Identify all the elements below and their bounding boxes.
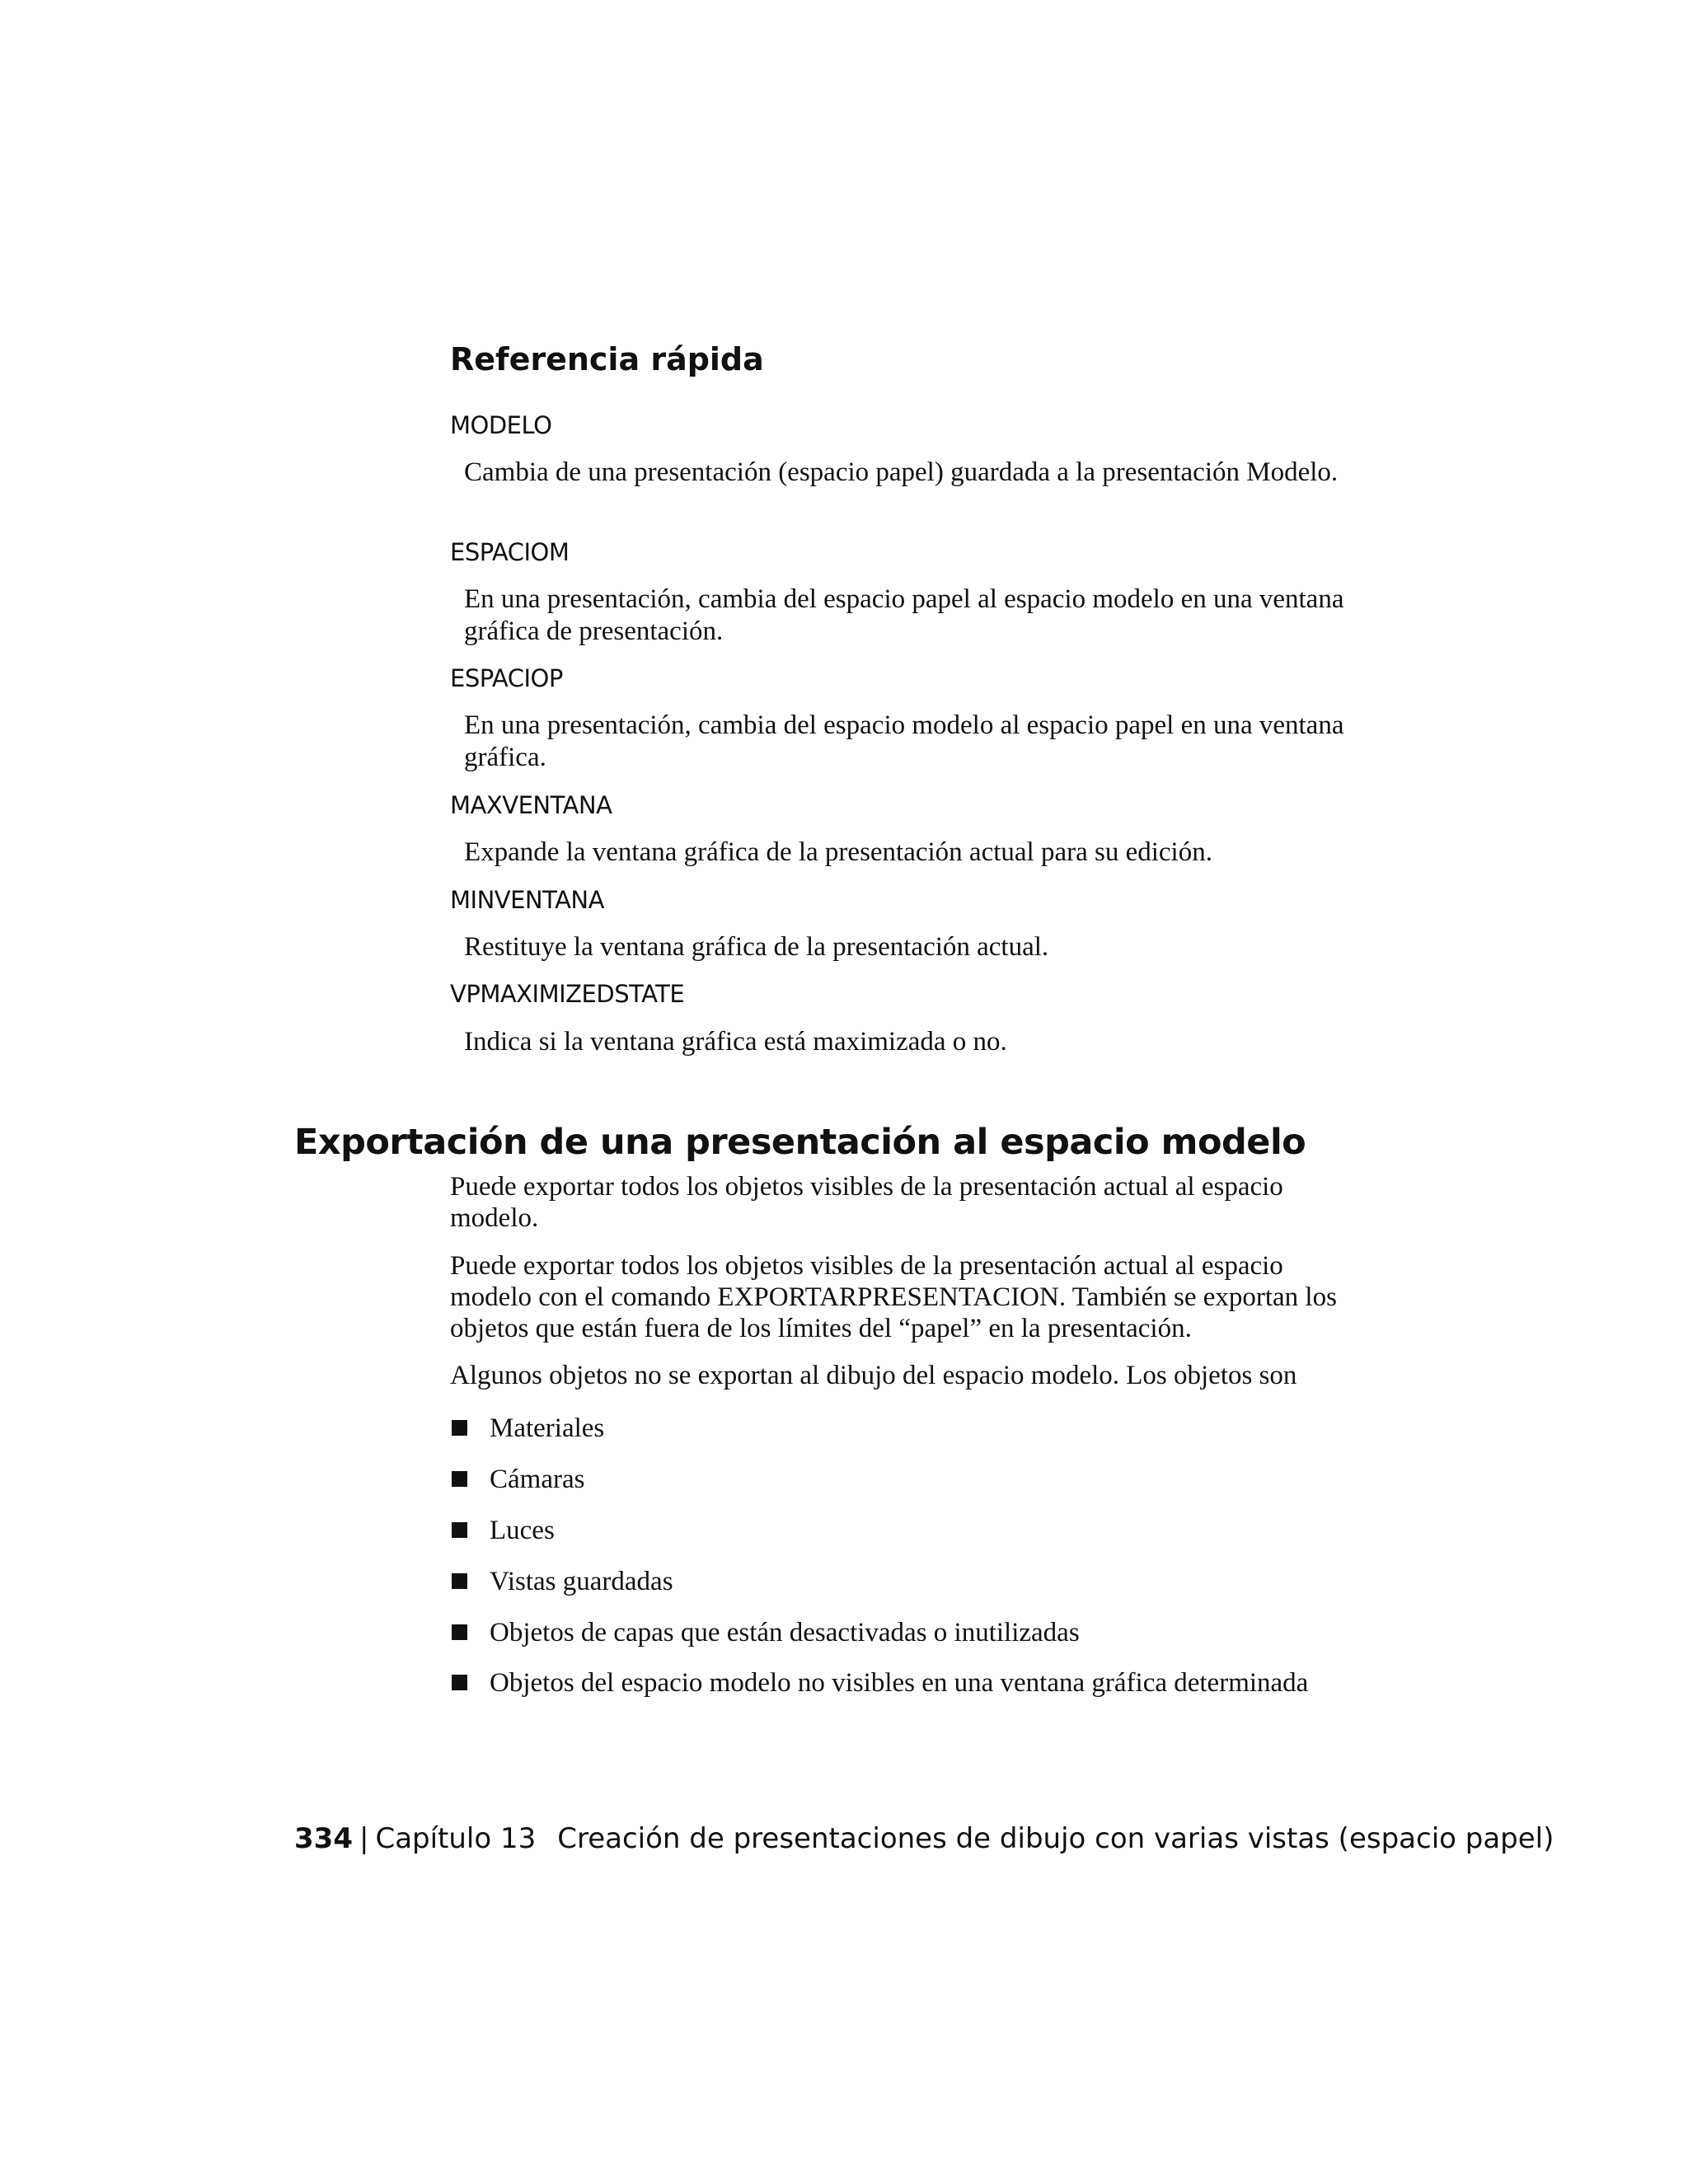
page-footer — [294, 1818, 1554, 1859]
list-item — [450, 1565, 1439, 1601]
term-modelo: MODELO — [450, 411, 552, 439]
list-item-text: Materiales — [490, 1413, 605, 1443]
term-maxventana-description: Expande la ventana gráfica de la presentación actual para su edición. — [464, 837, 1212, 867]
section-heading: Exportación de una presentación al espacio modelo — [294, 1122, 1306, 1163]
list-item-text: Vistas guardadas — [490, 1567, 673, 1596]
term-espaciop: ESPACIOP — [450, 664, 563, 692]
term-vpmaximizedstate: VPMAXIMIZEDSTATE — [450, 980, 685, 1008]
list-item-text: Luces — [490, 1516, 555, 1545]
page-number: 334 — [294, 1822, 353, 1855]
footer-separator: | — [359, 1822, 369, 1855]
list-item — [450, 1616, 1439, 1652]
list-item-text: Objetos del espacio modelo no visibles en una ventana gráfica determinada — [490, 1668, 1309, 1698]
square-bullet-icon — [452, 1573, 467, 1589]
list-item — [450, 1514, 1439, 1550]
chapter-label: Capítulo 13 — [375, 1822, 537, 1855]
term-minventana: MINVENTANA — [450, 886, 604, 914]
section-paragraph-1: Puede exportar todos los objetos visibles de la presentación actual al espacio modelo. — [450, 1172, 1283, 1233]
term-espaciom: ESPACIOM — [450, 538, 570, 566]
term-minventana-description: Restituye la ventana gráfica de la presentación actual. — [464, 932, 1049, 962]
list-item-text: Objetos de capas que están desactivadas o inutilizadas — [490, 1618, 1080, 1647]
term-espaciom-description: En una presentación, cambia del espacio papel al espacio modelo en una ventana gráfica de presentación. — [464, 584, 1344, 646]
quick-reference-heading: Referencia rápida — [450, 341, 764, 377]
square-bullet-icon — [452, 1420, 467, 1436]
square-bullet-icon — [452, 1675, 467, 1690]
section-paragraph-2: Puede exportar todos los objetos visibles de la presentación actual al espacio modelo con el comando EXPORTARPRESENTACION. También se exportan los objetos que están fuera de los límites del “papel” en la presentación. — [450, 1251, 1337, 1343]
term-espaciop-description: En una presentación, cambia del espacio modelo al espacio papel en una ventana gráfica. — [464, 710, 1344, 772]
term-vpmaximizedstate-description: Indica si la ventana gráfica está maximizada o no. — [464, 1027, 1007, 1057]
square-bullet-icon — [452, 1471, 467, 1487]
section-paragraph-3: Algunos objetos no se exportan al dibujo del espacio modelo. Los objetos son — [450, 1361, 1297, 1390]
term-modelo-description: Cambia de una presentación (espacio papel) guardada a la presentación Modelo. — [464, 457, 1339, 487]
list-item-text: Cámaras — [490, 1465, 585, 1494]
list-item — [450, 1463, 1439, 1499]
term-maxventana: MAXVENTANA — [450, 791, 612, 819]
list-item — [450, 1666, 1439, 1703]
list-item — [450, 1412, 1439, 1448]
chapter-title: Creación de presentaciones de dibujo con varias vistas (espacio papel) — [557, 1822, 1554, 1855]
square-bullet-icon — [452, 1522, 467, 1538]
square-bullet-icon — [452, 1624, 467, 1640]
